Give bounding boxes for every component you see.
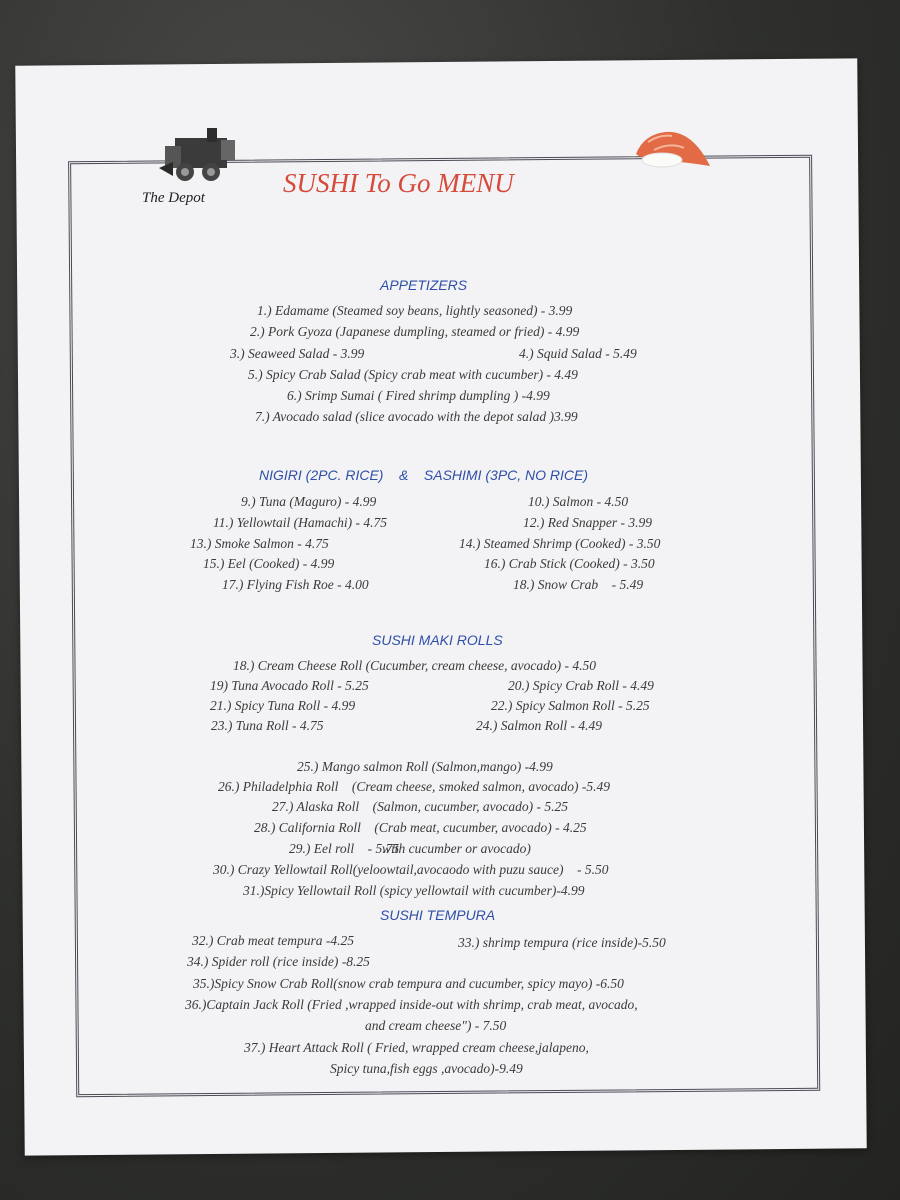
menu-item: 13.) Smoke Salmon - 4.75: [190, 536, 329, 551]
menu-title: SUSHI To Go MENU: [283, 168, 514, 198]
menu-item: 25.) Mango salmon Roll (Salmon,mango) -4.99: [297, 759, 553, 774]
menu-item: 23.) Tuna Roll - 4.75: [211, 718, 324, 733]
menu-item: 16.) Crab Stick (Cooked) - 3.50: [484, 556, 655, 571]
menu-item: 19) Tuna Avocado Roll - 5.25: [210, 678, 369, 693]
menu-item: 35.)Spicy Snow Crab Roll(snow crab tempura and cucumber, spicy mayo) -6.50: [193, 976, 624, 991]
menu-item: 37.) Heart Attack Roll ( Fried, wrapped cream cheese,jalapeno,: [244, 1040, 589, 1055]
menu-item: 1.) Edamame (Steamed soy beans, lightly seasoned) - 3.99: [257, 303, 573, 318]
menu-item: 28.) California Roll (Crab meat, cucumber, avocado) - 4.25: [254, 820, 587, 835]
menu-item: 18.) Cream Cheese Roll (Cucumber, cream cheese, avocado) - 4.50: [233, 658, 597, 673]
menu-item: Spicy tuna,fish eggs ,avocado)-9.49: [330, 1061, 523, 1076]
tempura-heading: SUSHI TEMPURA: [380, 907, 496, 923]
appetizers-heading: APPETIZERS: [380, 277, 468, 293]
menu-item: 36.)Captain Jack Roll (Fried ,wrapped inside-out with shrimp, crab meat, avocado,: [185, 997, 638, 1012]
menu-item: 29.) Eel roll - 5.75: [289, 841, 400, 856]
menu-item: with cucumber or avocado): [382, 841, 531, 856]
logo-text: The Depot: [142, 190, 205, 206]
menu-item: 17.) Flying Fish Roe - 4.00: [222, 577, 369, 592]
menu-item: 11.) Yellowtail (Hamachi) - 4.75: [213, 515, 387, 530]
menu-item: 12.) Red Snapper - 3.99: [523, 515, 652, 530]
menu-item: 24.) Salmon Roll - 4.49: [476, 718, 602, 733]
menu-item: 14.) Steamed Shrimp (Cooked) - 3.50: [459, 536, 661, 551]
nigiri-heading: NIGIRI (2PC. RICE) & SASHIMI (3PC, NO RICE): [259, 467, 589, 483]
menu-item: 4.) Squid Salad - 5.49: [519, 346, 637, 361]
menu-item: 6.) Srimp Sumai ( Fired shrimp dumpling ) -4.99: [287, 388, 550, 403]
menu-item: 2.) Pork Gyoza (Japanese dumpling, steamed or fried) - 4.99: [250, 324, 580, 339]
menu-item: 27.) Alaska Roll (Salmon, cucumber, avocado) - 5.25: [272, 799, 568, 814]
menu-item: 15.) Eel (Cooked) - 4.99: [203, 556, 335, 571]
menu-item: 3.) Seaweed Salad - 3.99: [230, 346, 365, 361]
menu-item: 32.) Crab meat tempura -4.25: [192, 933, 354, 948]
sushi-nigiri-icon: [626, 124, 716, 174]
menu-item: 7.) Avocado salad (slice avocado with the depot salad )3.99: [255, 409, 578, 424]
maki-heading: SUSHI MAKI ROLLS: [372, 632, 503, 648]
menu-item: 5.) Spicy Crab Salad (Spicy crab meat with cucumber) - 4.49: [248, 367, 578, 382]
menu-item: 34.) Spider roll (rice inside) -8.25: [187, 954, 370, 969]
train-logo-icon: [155, 124, 245, 194]
menu-item: 22.) Spicy Salmon Roll - 5.25: [491, 698, 650, 713]
menu-item: 21.) Spicy Tuna Roll - 4.99: [210, 698, 356, 713]
menu-item: 9.) Tuna (Maguro) - 4.99: [241, 494, 377, 509]
menu-item: 33.) shrimp tempura (rice inside)-5.50: [458, 935, 666, 950]
menu-item: 31.)Spicy Yellowtail Roll (spicy yellowtail with cucumber)-4.99: [243, 883, 585, 898]
menu-item: 18.) Snow Crab - 5.49: [513, 577, 644, 592]
menu-item: 10.) Salmon - 4.50: [528, 494, 629, 509]
menu-item: 30.) Crazy Yellowtail Roll(yeloowtail,avocaodo with puzu sauce) - 5.50: [213, 862, 609, 877]
menu-item: 26.) Philadelphia Roll (Cream cheese, smoked salmon, avocado) -5.49: [218, 779, 611, 794]
menu-border: [68, 155, 820, 1097]
menu-item: 20.) Spicy Crab Roll - 4.49: [508, 678, 654, 693]
menu-item: and cream cheese") - 7.50: [365, 1018, 507, 1033]
